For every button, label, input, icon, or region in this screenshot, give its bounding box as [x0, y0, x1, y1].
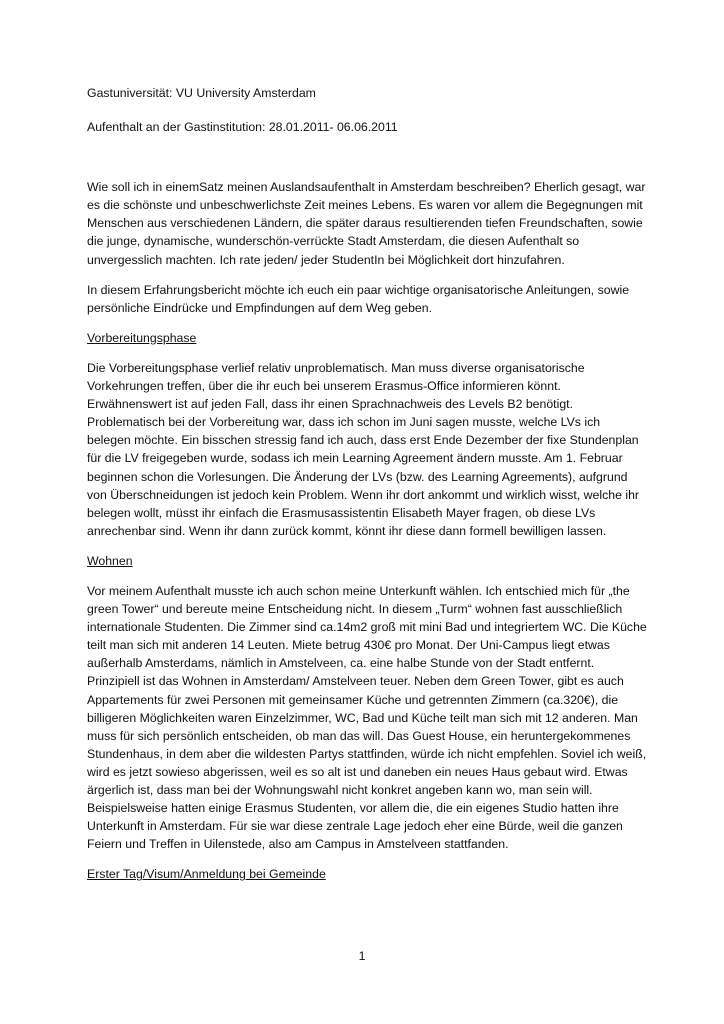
page-number: 1: [358, 949, 366, 963]
section-heading-first-day: Erster Tag/Visum/Anmeldung bei Gemeinde: [87, 867, 326, 882]
intro-paragraph-2: In diesem Erfahrungsbericht möchte ich euch ein paar wichtige organisatorische Anleitungen, sowie persönliche Eindrücke und Empfindungen auf dem Weg geben.: [87, 282, 630, 315]
host-university-line: Gastuniversität: VU University Amsterdam: [87, 86, 316, 100]
section-heading-preparation: Vorbereitungsphase: [87, 330, 197, 345]
section-heading-housing: Wohnen: [87, 553, 133, 568]
document-body: [87, 84, 647, 895]
intro-paragraph-1: Wie soll ich in einemSatz meinen Auslandsaufenthalt in Amsterdam beschreiben? Eherlich gesagt, war es die schönste und unbeschwerlichste Zeit meines Lebens. Es waren vor allem die Begegnungen mit Menschen aus verschiedenen Ländern, die später daraus resultierenden tiefen Freundschaften, sowie die junge, dynamische, wunderschön-verrückte Stadt Amsterdam, die diesen Aufenthalt so unvergesslich machten. Ich rate jeden/ jeder StudentIn bei Möglichkeit dort hinzufahren.: [87, 180, 646, 267]
section-text-housing: Vor meinem Aufenthalt musste ich auch schon meine Unterkunft wählen. Ich entschied mich für „the green Tower“ und bereute meine Entscheidung nicht. In diesem „Turm“ wohnen fast ausschließlich internationale Studenten. Die Zimmer sind ca.14m2 groß mit mini Bad und integriertem WC. Die Küche teilt man sich mit anderen 14 Leuten. Miete betrug 430€ pro Monat. Der Uni-Campus liegt etwas außerhalb Amsterdams, nämlich in Amstelveen, ca. eine halbe Stunde von der Stadt entfernt. Prinzipiell ist das Wohnen in Amsterdam/ Amstelveen teuer. Neben dem Green Tower, gibt es auch Appartements für zwei Personen mit gemeinsamer Küche und getrennten Zimmern (ca.320€), die billigeren Möglichkeiten waren Einzelzimmer, WC, Bad und Küche teilt man sich mit 12 anderen. Man muss für sich persönlich entscheiden, ob man das will. Das Guest House, ein heruntergekommenes Stundenhaus, in dem aber die wildesten Partys stattfinden, würde ich nicht empfehlen. Soviel ich weiß, wird es jetzt sowieso abgerissen, weil es so alt ist und daneben ein neues Haus gebaut wird. Etwas ärgerlich ist, dass man bei der Wohnungswahl nicht konkret angeben kann wo, man sein will. Beispielsweise hatten einige Erasmus Studenten, vor allem die, die ein eigenes Studio hatten ihre Unterkunft in Amsterdam. Für sie war diese zentrale Lage jedoch eher eine Bürde, weil die ganzen Feiern und Treffen in Uilenstede, also am Campus in Amstelveen stattfanden.: [87, 583, 647, 852]
section-text-preparation: Die Vorbereitungsphase verlief relativ unproblematisch. Man muss diverse organisatorische Vorkehrungen treffen, über die ihr euch bei unserem Erasmus-Office informieren könnt. Erwähnenswert ist auf jeden Fall, dass ihr einen Sprachnachweis des Levels B2 benötigt. Problematisch bei der Vorbereitung war, dass ich schon im Juni sagen musste, welche LVs ich belegen möchte. Ein bisschen stressig fand ich auch, dass erst Ende Dezember der fixe Stundenplan für die LV freigegeben wurde, sodass ich mein Learning Agreement ändern musste. Am 1. Februar beginnen schon die Vorlesungen. Die Änderung der LVs (bzw. des Learning Agreements), aufgrund von Überschneidungen ist jedoch kein Problem. Wenn ihr dort ankommt und wirklich wisst, welche ihr belegen wollt, müsst ihr einfach die Erasmusassistentin Elisabeth Mayer fragen, ob diese LVs anrechenbar sind. Wenn ihr dann zurück kommt, könnt ihr diese dann formell bewilligen lassen.: [87, 360, 640, 538]
stay-period-line: Aufenthalt an der Gastinstitution: 28.01.2011- 06.06.2011: [87, 120, 398, 135]
